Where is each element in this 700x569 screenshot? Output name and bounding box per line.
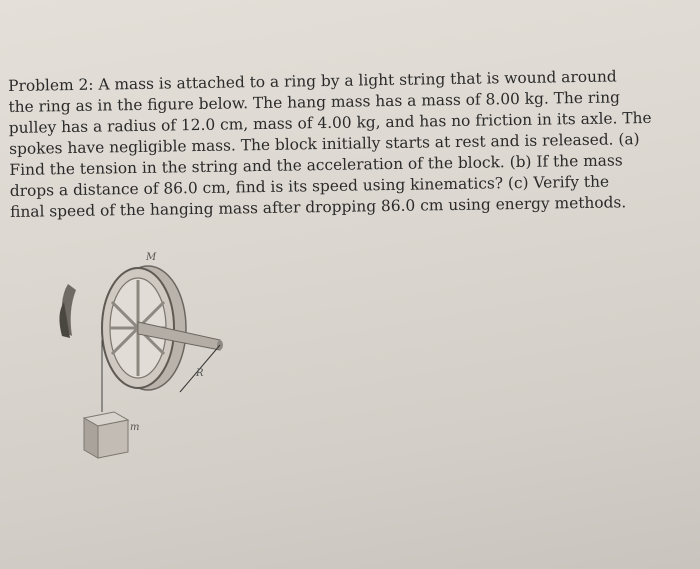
problem-line-7: final speed of the hanging mass after dropping 86.0 cm using energy methods. bbox=[9, 193, 627, 221]
pulley-figure bbox=[50, 240, 250, 480]
problem-line-4: spokes have negligible mass. The block initially starts at rest and is released. (a) bbox=[9, 130, 640, 158]
problem-line-5: Find the tension in the string and the acceleration of the block. (b) If the mass bbox=[9, 151, 623, 179]
problem-line-3: pulley has a radius of 12.0 cm, mass of 4.00 kg, and has no friction in its axle. The bbox=[8, 108, 652, 137]
problem-text bbox=[8, 65, 696, 223]
label-M: M bbox=[146, 252, 157, 263]
label-m: m bbox=[130, 422, 140, 433]
problem-line-6: drops a distance of 86.0 cm, find is its speed using kinematics? (c) Verify the bbox=[9, 172, 610, 200]
problem-line-1: Problem 2: A mass is attached to a ring by a light string that is wound around bbox=[8, 67, 617, 95]
pulley-drawing bbox=[50, 240, 250, 480]
label-R: R bbox=[196, 368, 204, 379]
problem-line-2: the ring as in the figure below. The hang mass has a mass of 8.00 kg. The ring bbox=[8, 88, 621, 116]
block-front bbox=[98, 420, 128, 458]
